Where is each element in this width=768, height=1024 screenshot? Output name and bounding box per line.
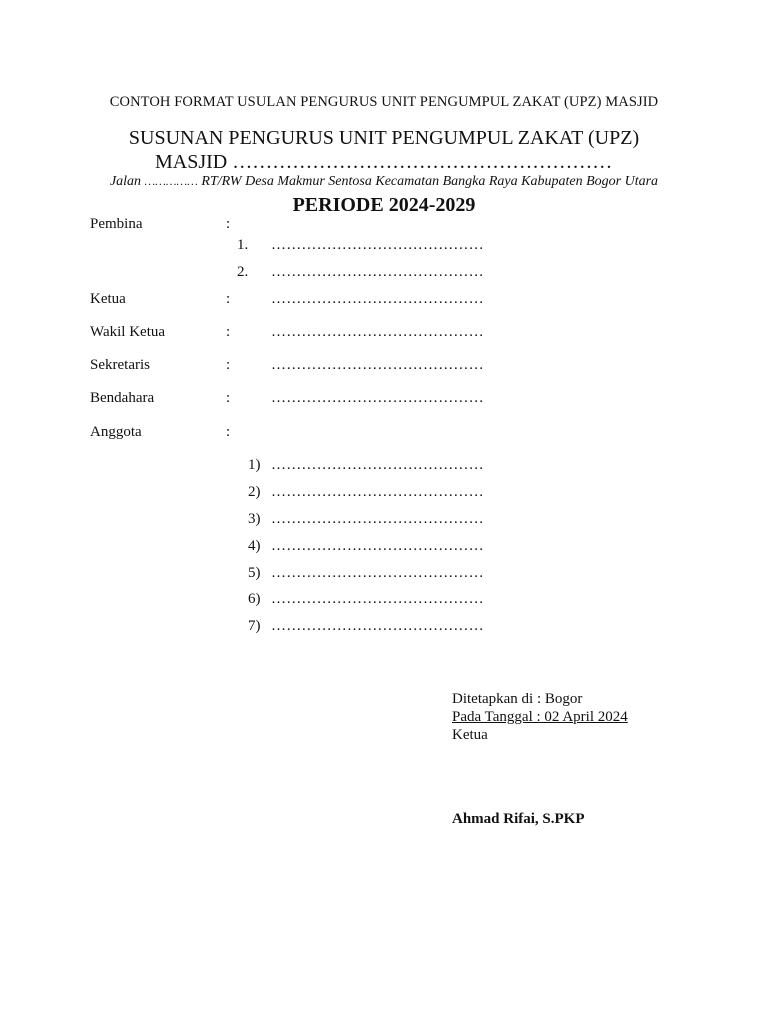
wakil-ketua-label: Wakil Ketua xyxy=(90,324,166,340)
pembina-item-1-blank: …………………………………… xyxy=(271,237,484,253)
address-rest: RT/RW Desa Makmur Sentosa Kecamatan Bangka Raya Kabupaten Bogor Utara xyxy=(201,174,659,189)
anggota-item-5-number: 5) xyxy=(248,565,261,581)
ketua-label: Ketua xyxy=(90,291,126,307)
anggota-item-4-number: 4) xyxy=(248,538,261,554)
anggota-item-6-number: 6) xyxy=(248,591,261,607)
anggota-item-5-blank: …………………………………… xyxy=(271,565,484,581)
signature-role: Ketua xyxy=(452,727,488,743)
pembina-label: Pembina xyxy=(90,216,143,232)
bendahara-colon: : xyxy=(226,390,231,406)
signatory-name: Ahmad Rifai, S.PKP xyxy=(452,811,585,827)
anggota-colon: : xyxy=(226,424,231,440)
pembina-item-2-number: 2. xyxy=(237,264,249,280)
sekretaris-blank: …………………………………… xyxy=(271,357,484,373)
wakil-ketua-blank: …………………………………… xyxy=(271,324,484,340)
document-title-line-1: SUSUNAN PENGURUS UNIT PENGUMPUL ZAKAT (UPZ) xyxy=(128,127,640,149)
anggota-item-3-number: 3) xyxy=(248,511,261,527)
document-caption: CONTOH FORMAT USULAN PENGURUS UNIT PENGUMPUL ZAKAT (UPZ) MASJID xyxy=(109,94,659,110)
anggota-item-6-blank: …………………………………… xyxy=(271,591,484,607)
ketua-blank: …………………………………… xyxy=(271,291,484,307)
anggota-item-3-blank: …………………………………… xyxy=(271,511,484,527)
pembina-item-1-number: 1. xyxy=(237,237,249,253)
anggota-item-7-number: 7) xyxy=(248,618,261,634)
pembina-colon: : xyxy=(226,216,231,232)
address-line xyxy=(0,174,768,190)
anggota-item-2-blank: …………………………………… xyxy=(271,484,484,500)
address-street-blank: …………… xyxy=(144,174,198,188)
bendahara-blank: …………………………………… xyxy=(271,390,484,406)
signature-date: Pada Tanggal : 02 April 2024 xyxy=(452,709,628,725)
wakil-ketua-colon: : xyxy=(226,324,231,340)
anggota-item-2-number: 2) xyxy=(248,484,261,500)
sekretaris-colon: : xyxy=(226,357,231,373)
anggota-item-1-number: 1) xyxy=(248,457,261,473)
signature-place: Ditetapkan di : Bogor xyxy=(452,691,583,707)
sekretaris-label: Sekretaris xyxy=(90,357,150,373)
ketua-colon: : xyxy=(226,291,231,307)
anggota-item-1-blank: …………………………………… xyxy=(271,457,484,473)
pembina-item-2-blank: …………………………………… xyxy=(271,264,484,280)
address-prefix: Jalan xyxy=(109,174,142,189)
document-title-line-2: MASJID ………………………………………………… xyxy=(155,151,613,173)
anggota-item-7-blank: …………………………………… xyxy=(271,618,484,634)
bendahara-label: Bendahara xyxy=(90,390,155,406)
anggota-label: Anggota xyxy=(90,424,142,440)
period-heading: PERIODE 2024-2029 xyxy=(292,194,476,216)
anggota-item-4-blank: …………………………………… xyxy=(271,538,484,554)
